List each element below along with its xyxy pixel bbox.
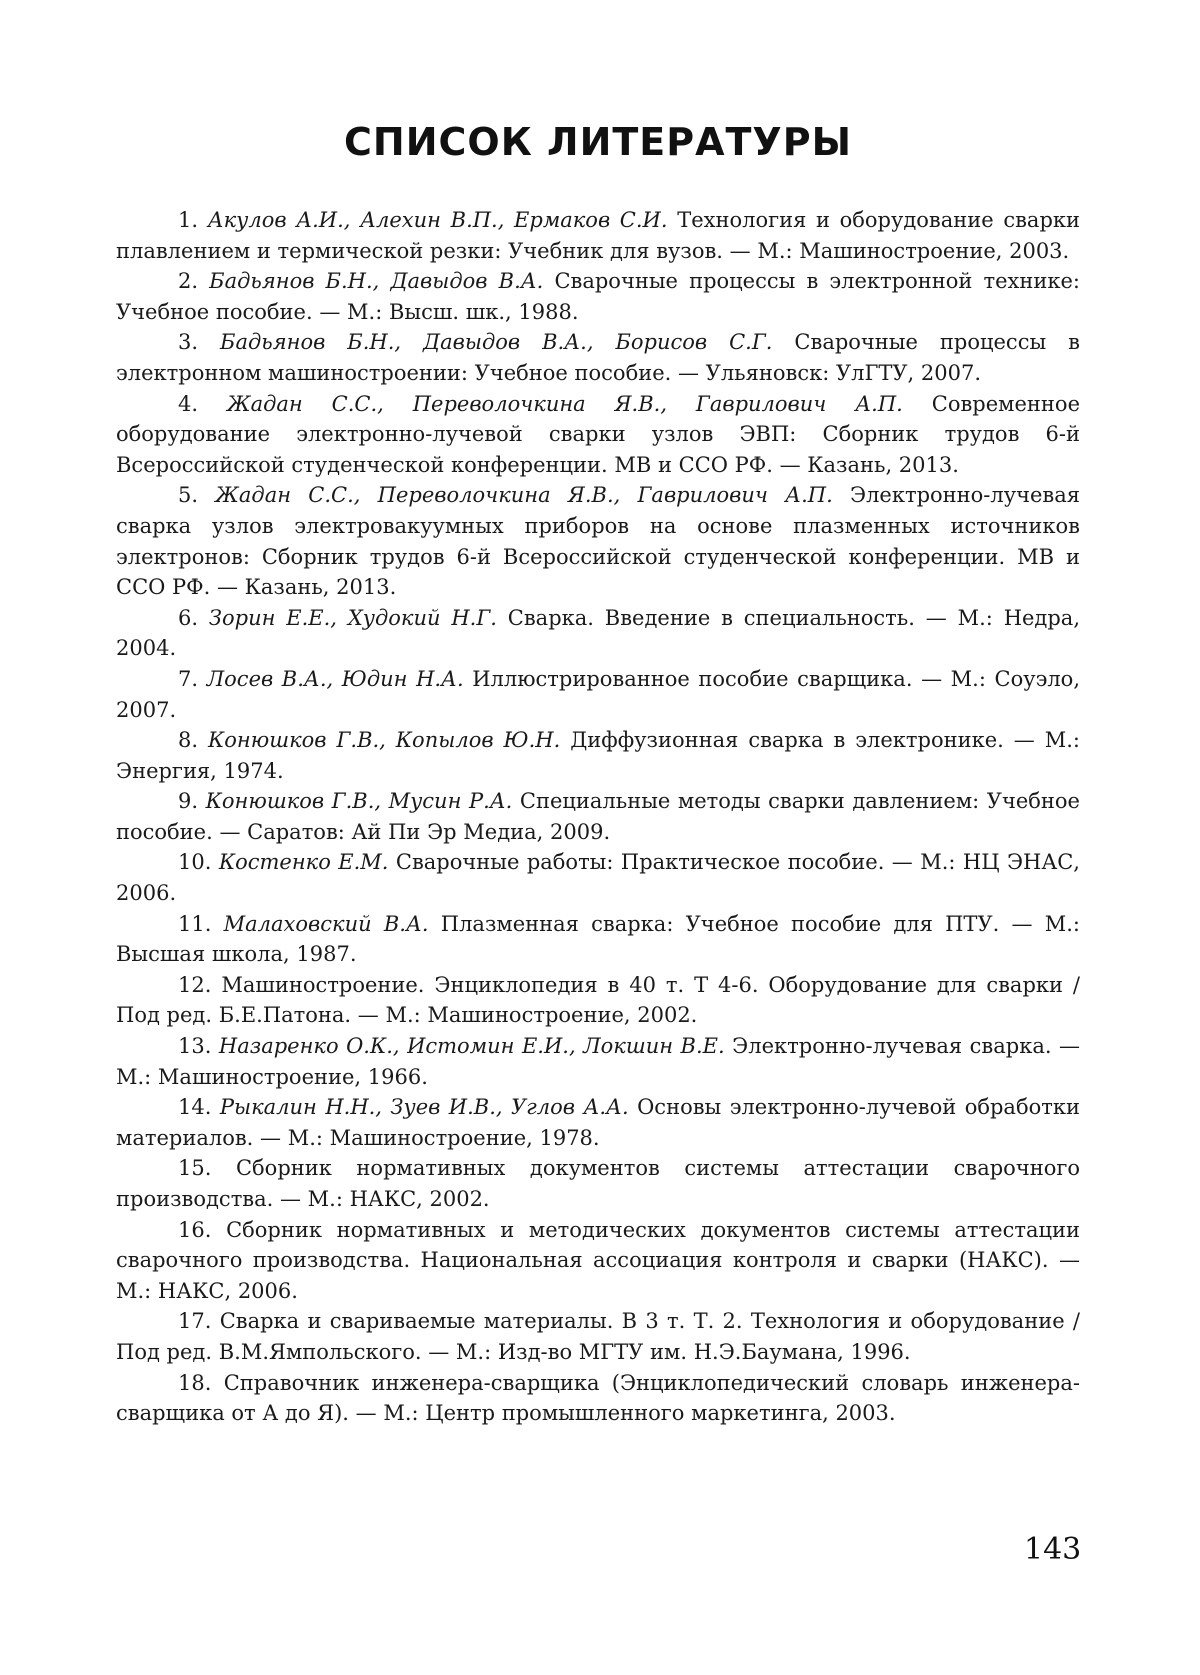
reference-authors: Бадьянов Б.Н., Давыдов В.А., Борисов С.Г.: [220, 330, 773, 355]
page-number: 143: [1024, 1532, 1082, 1567]
reference-item: [116, 480, 1080, 602]
reference-text: Сборник нормативных и методических документов системы аттестации сварочного производства. Национальная ассоциация контроля и сварки (НАКС). — М.: НАКС, 2006.: [116, 1217, 1080, 1303]
reference-authors: Костенко Е.М.: [218, 850, 389, 875]
reference-number: 4.: [178, 391, 199, 416]
reference-item: [116, 1215, 1080, 1307]
reference-item: [116, 1031, 1080, 1092]
reference-item: [116, 786, 1080, 847]
reference-item: [116, 1306, 1080, 1367]
reference-item: [116, 1092, 1080, 1153]
reference-authors: Конюшков Г.В., Копылов Ю.Н.: [208, 728, 561, 753]
reference-authors: Жадан С.С., Переволочкина Я.В., Гаврилович А.П.: [226, 391, 903, 416]
reference-number: 5.: [178, 483, 199, 508]
reference-item: [116, 725, 1080, 786]
reference-text: Электронно-лучевая сварка узлов электровакуумных приборов на основе плазменных источников электронов: Сборник трудов 6-й Всероссийской студенческой конференции. МВ и ССО РФ. — Казань, 2013.: [116, 483, 1080, 600]
reference-authors: Назаренко О.К., Истомин Е.И., Локшин В.Е.: [218, 1034, 725, 1059]
reference-text: Машиностроение. Энциклопедия в 40 т. Т 4-6. Оборудование для сварки / Под ред. Б.Е.Патона. — М.: Машиностроение, 2002.: [116, 972, 1080, 1028]
reference-authors: Зорин Е.Е., Худокий Н.Г.: [208, 605, 497, 630]
reference-number: 16.: [178, 1217, 212, 1242]
reference-item: [116, 970, 1080, 1031]
reference-text: Диффузионная сварка в электронике. — М.: Энергия, 1974.: [116, 728, 1080, 783]
reference-item: [116, 205, 1080, 266]
reference-item: [116, 1153, 1080, 1214]
book-page: [116, 0, 1080, 1675]
reference-list: [116, 205, 1080, 1429]
reference-number: 8.: [178, 728, 199, 753]
reference-number: 12.: [178, 972, 212, 997]
reference-number: 15.: [178, 1156, 212, 1181]
reference-authors: Конюшков Г.В., Мусин Р.А.: [205, 789, 513, 814]
reference-item: [116, 603, 1080, 664]
reference-number: 3.: [178, 330, 199, 355]
reference-number: 18.: [178, 1370, 212, 1395]
reference-authors: Малаховский В.А.: [223, 911, 429, 936]
reference-number: 9.: [178, 789, 199, 814]
reference-number: 11.: [178, 911, 212, 936]
reference-text: Справочник инженера-сварщика (Энциклопедический словарь инженера-сварщика от А до Я). — М.: Центр промышленного маркетинга, 2003.: [116, 1370, 1080, 1426]
reference-text: Современное оборудование электронно-лучевой сварки узлов ЭВП: Сборник трудов 6-й Всероссийской студенческой конференции. МВ и ССО РФ. — Казань, 2013.: [116, 391, 1080, 477]
reference-text: Сварка. Введение в специальность. — М.: Недра, 2004.: [116, 605, 1081, 661]
reference-number: 7.: [178, 666, 199, 691]
reference-number: 13.: [178, 1034, 212, 1059]
reference-number: 10.: [178, 850, 212, 875]
reference-text: Плазменная сварка: Учебное пособие для ПТУ. — М.: Высшая школа, 1987.: [116, 911, 1080, 967]
reference-text: Сборник нормативных документов системы аттестации сварочного производства. — М.: НАКС, 2002.: [116, 1156, 1080, 1211]
reference-text: Специальные методы сварки давлением: Учебное пособие. — Саратов: Ай Пи Эр Медиа, 2009.: [116, 789, 1080, 844]
reference-item: [116, 389, 1080, 481]
reference-item: [116, 1368, 1080, 1429]
reference-item: [116, 909, 1080, 970]
reference-text: Сварка и свариваемые материалы. В 3 т. Т. 2. Технология и оборудование / Под ред. В.М.Ямпольского. — М.: Изд-во МГТУ им. Н.Э.Баумана, 1996.: [116, 1309, 1080, 1364]
reference-text: Электронно-лучевая сварка. — М.: Машиностроение, 1966.: [116, 1034, 1081, 1089]
reference-authors: Бадьянов Б.Н., Давыдов В.А.: [209, 269, 544, 294]
reference-item: [116, 847, 1080, 908]
reference-authors: Акулов А.И., Алехин В.П., Ермаков С.И.: [207, 208, 668, 232]
reference-number: 2.: [178, 269, 199, 294]
reference-authors: Рыкалин Н.Н., Зуев И.В., Углов А.А.: [219, 1095, 629, 1120]
reference-text: Иллюстрированное пособие сварщика. — М.: Соуэло, 2007.: [116, 666, 1080, 722]
reference-text: Сварочные процессы в электронной технике: Учебное пособие. — М.: Высш. шк., 1988.: [116, 269, 1080, 324]
reference-number: 17.: [178, 1309, 212, 1334]
reference-text: Технология и оборудование сварки плавлением и термической резки: Учебник для вузов. — М.: Машиностроение, 2003.: [116, 208, 1081, 263]
reference-text: Основы электронно-лучевой обработки материалов. — М.: Машиностроение, 1978.: [116, 1095, 1080, 1150]
reference-number: 1.: [178, 208, 199, 232]
reference-number: 14.: [178, 1095, 212, 1120]
reference-item: [116, 327, 1080, 388]
reference-item: [116, 664, 1080, 725]
reference-authors: Жадан С.С., Переволочкина Я.В., Гаврилович А.П.: [215, 483, 833, 508]
reference-authors: Лосев В.А., Юдин Н.А.: [206, 666, 464, 691]
page-title: СПИСОК ЛИТЕРАТУРЫ: [344, 120, 852, 164]
reference-item: [116, 266, 1080, 327]
reference-text: Сварочные работы: Практическое пособие. — М.: НЦ ЭНАС, 2006.: [116, 850, 1080, 906]
reference-number: 6.: [178, 605, 199, 630]
reference-text: Сварочные процессы в электронном машиностроении: Учебное пособие. — Ульяновск: УлГТУ, 2007.: [116, 330, 1080, 385]
